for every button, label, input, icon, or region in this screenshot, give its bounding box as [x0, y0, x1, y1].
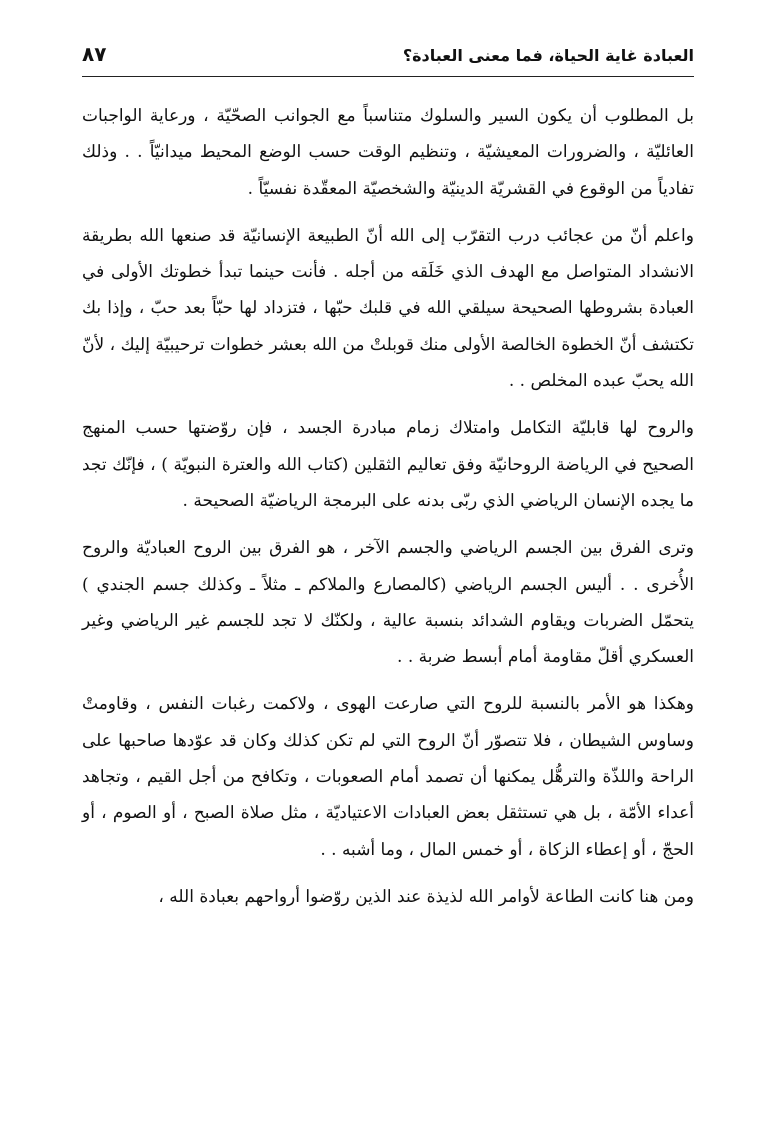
paragraph: والروح لها قابليّة التكامل وامتلاك زمام مبادرة الجسد ، فإن روّضتها حسب المنهج الصحيح في الرياضة الروحانيّة وفق تعاليم الثقلين (كتاب الله والعترة النبويّة ) ، فإنّك تجد ما يجده الإنسان الرياضي الذي ربّى بدنه على البرمجة الرياضيّة الصحيحة .	[82, 418, 694, 511]
body-text	[82, 98, 694, 915]
paragraph: بل المطلوب أن يكون السير والسلوك متناسباً مع الجوانب الصحّيّة ، ورعاية الواجبات العائليّة ، والضرورات المعيشيّة ، وتنظيم الوقت حسب الوضع المحيط ميدانيّاً . . وذلك تفادياً من الوقوع في القشريّة الدينيّة والشخصيّة المعقّدة نفسيّاً .	[82, 106, 694, 199]
page-number: ٨٧	[82, 42, 107, 66]
paragraph: وترى الفرق بين الجسم الرياضي والجسم الآخر ، هو الفرق بين الروح العباديّة والروح الأُخرى . . أليس الجسم الرياضي (كالمصارع والملاكم ـ مثلاً ـ وكذلك جسم الجندي ) يتحمّل الضربات ويقاوم الشدائد بنسبة عالية ، ولكنّك لا تجد للجسم غير الرياضي وغير العسكري أقلّ مقاومة أمام أبسط ضربة . .	[82, 538, 694, 668]
running-header	[82, 40, 694, 77]
paragraph: ومن هنا كانت الطاعة لأوامر الله لذيذة عند الذين روّضوا أرواحهم بعبادة الله ،	[158, 886, 694, 907]
paragraph: واعلم أنّ من عجائب درب التقرّب إلى الله أنّ الطبيعة الإنسانيّة قد صنعها الله بطريقة الانشداد المتواصل مع الهدف الذي خَلَقه من أجله . فأنت حينما تبدأ خطوتك الأولى في العبادة بشروطها الصحيحة سيلقي الله في قلبك حبّها ، فتزداد لها حبّاً بعد حبّ ، وإذا بك تكتشف أنّ الخطوة الخالصة الأولى منك قوبلتْ من الله بعشر خطوات ترحيبيّة إليك ، لأنّ الله يحبّ عبده المخلص . .	[82, 225, 694, 392]
paragraph: وهكذا هو الأمر بالنسبة للروح التي صارعت الهوى ، ولاكمت رغبات النفس ، وقاومتْ وساوس الشيطان ، فلا تتصوّر أنّ الروح التي لم تكن كذلك وكان قد عوّدها صاحبها على الراحة واللذّة والترهُّل يمكنها أن تصمد أمام الصعوبات ، وتكافح من أجل القيم ، وتجاهد أعداء الأمّة ، بل هي تستثقل بعض العبادات الاعتياديّة ، مثل صلاة الصبح ، أو الصوم ، أو الحجّ ، أو إعطاء الزكاة ، أو خمس المال ، وما أشبه . .	[82, 694, 694, 860]
chapter-title: العبادة غاية الحياة، فما معنى العبادة؟	[402, 46, 694, 65]
